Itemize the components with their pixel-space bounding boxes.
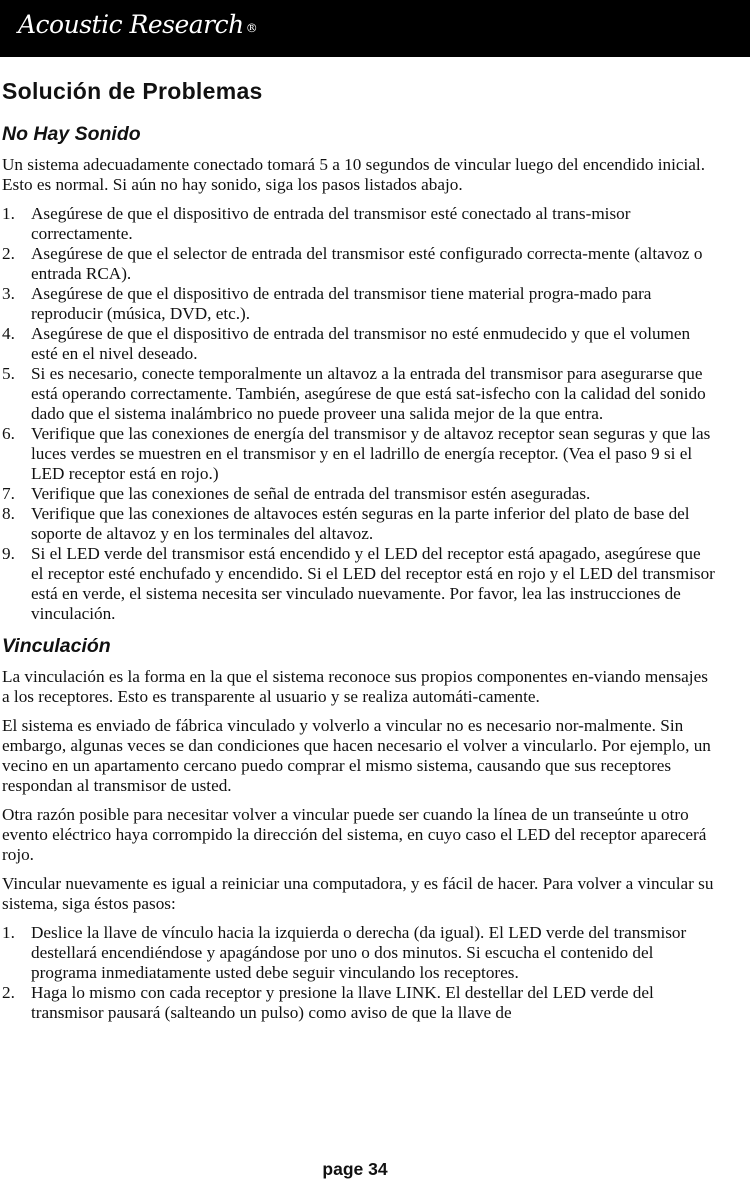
pairing-steps [0, 923, 716, 1023]
step-text: Verifique que las conexiones de energía del transmisor y de altavoz receptor sean seguras y que las luces verdes se muestren en el transmisor y en el ladrillo de energía receptor. (Vea el paso 9 si el LED receptor está en rojo.) [31, 424, 711, 483]
section-heading-pairing: Vinculación [2, 635, 111, 657]
step-text: Si es necesario, conecte temporalmente un altavoz a la entrada del transmisor para asegurarse que está operando correctamente. También, asegúrese de que está sat-isfecho con la calidad del sonido dado que el sistema inalámbrico no puede proveer una salida mejor de la que entra. [31, 364, 706, 423]
step-text: Haga lo mismo con cada receptor y presione la llave LINK. El destellar del LED verde del transmisor pausará (salteando un pulso) como aviso de que la llave de [31, 983, 654, 1022]
step-number: 1. [2, 923, 15, 942]
step-number: 8. [2, 504, 15, 523]
step-text: Asegúrese de que el dispositivo de entrada del transmisor esté conectado al trans-misor correctamente. [31, 204, 631, 243]
step-text: Si el LED verde del transmisor está encendido y el LED del receptor está apagado, asegúrese que el receptor esté enchufado y encendido. Si el LED del receptor está en rojo y el LED del transmisor está en verde, el sistema necesita ser vinculado nuevamente. Por favor, lea las instrucciones de vinculación. [31, 544, 715, 623]
page-number: page 34 [322, 1159, 388, 1179]
pairing-paragraph: Vincular nuevamente es igual a reiniciar una computadora, y es fácil de hacer. Para volver a vincular su sistema, siga éstos pasos: [2, 874, 714, 913]
list-item [0, 983, 716, 1023]
pairing-paragraph: La vinculación es la forma en la que el sistema reconoce sus propios componentes en-viando mensajes a los receptores. Esto es transparente al usuario y se realiza automáti-camente. [2, 667, 708, 706]
section-heading-no-sound: No Hay Sonido [2, 123, 141, 145]
step-number: 2. [2, 244, 15, 263]
list-item [0, 923, 716, 983]
list-item [0, 364, 716, 424]
header-bar [0, 0, 750, 57]
list-item [0, 284, 716, 324]
list-item [0, 244, 716, 284]
step-number: 4. [2, 324, 15, 343]
brand-name: Acoustic Research [18, 10, 244, 39]
pairing-paragraph: El sistema es enviado de fábrica vinculado y volverlo a vincular no es necesario nor-malmente. Sin embargo, algunas veces se dan condiciones que hacen necesario el volver a vincularlo. Por ejemplo, un vecino en un apartamento cercano puedo comprar el mismo sistema, causando que sus receptores respondan al transmisor de usted. [2, 716, 711, 795]
no-sound-steps [0, 204, 716, 624]
step-text: Asegúrese de que el dispositivo de entrada del transmisor tiene material progra-mado para reproducir (música, DVD, etc.). [31, 284, 652, 323]
list-item [0, 424, 716, 484]
step-text: Asegúrese de que el selector de entrada del transmisor esté configurado correcta-mente (altavoz o entrada RCA). [31, 244, 703, 283]
step-text: Asegúrese de que el dispositivo de entrada del transmisor no esté enmudecido y que el volumen esté en el nivel deseado. [31, 324, 691, 363]
step-number: 6. [2, 424, 15, 443]
brand-logo [18, 10, 257, 39]
step-text: Verifique que las conexiones de altavoces estén seguras en la parte inferior del plato de base del soporte de altavoz y en los terminales del altavoz. [31, 504, 690, 543]
page-title: Solución de Problemas [2, 78, 263, 104]
step-text: Deslice la llave de vínculo hacia la izquierda o derecha (da igual). El LED verde del transmisor destellará encendiéndose y apagándose por uno o dos minutos. Si escucha el contenido del programa inmediatamente usted debe seguir vinculando los receptores. [31, 923, 687, 982]
step-number: 9. [2, 544, 15, 563]
pairing-paragraph: Otra razón posible para necesitar volver a vincular puede ser cuando la línea de un transeúnte u otro evento eléctrico haya corrompido la dirección del sistema, en cuyo caso el LED del receptor aparecerá rojo. [2, 805, 707, 864]
step-number: 2. [2, 983, 15, 1002]
registered-mark: ® [245, 21, 258, 35]
step-number: 7. [2, 484, 15, 503]
page-content [0, 77, 716, 1033]
list-item [0, 204, 716, 244]
list-item [0, 324, 716, 364]
step-number: 5. [2, 364, 15, 383]
list-item [0, 504, 716, 544]
list-item [0, 484, 716, 504]
step-text: Verifique que las conexiones de señal de entrada del transmisor estén aseguradas. [31, 484, 591, 503]
list-item [0, 544, 716, 624]
no-sound-intro: Un sistema adecuadamente conectado tomará 5 a 10 segundos de vincular luego del encendido inicial. Esto es normal. Si aún no hay sonido, siga los pasos listados abajo. [2, 155, 706, 194]
step-number: 3. [2, 284, 15, 303]
step-number: 1. [2, 204, 15, 223]
